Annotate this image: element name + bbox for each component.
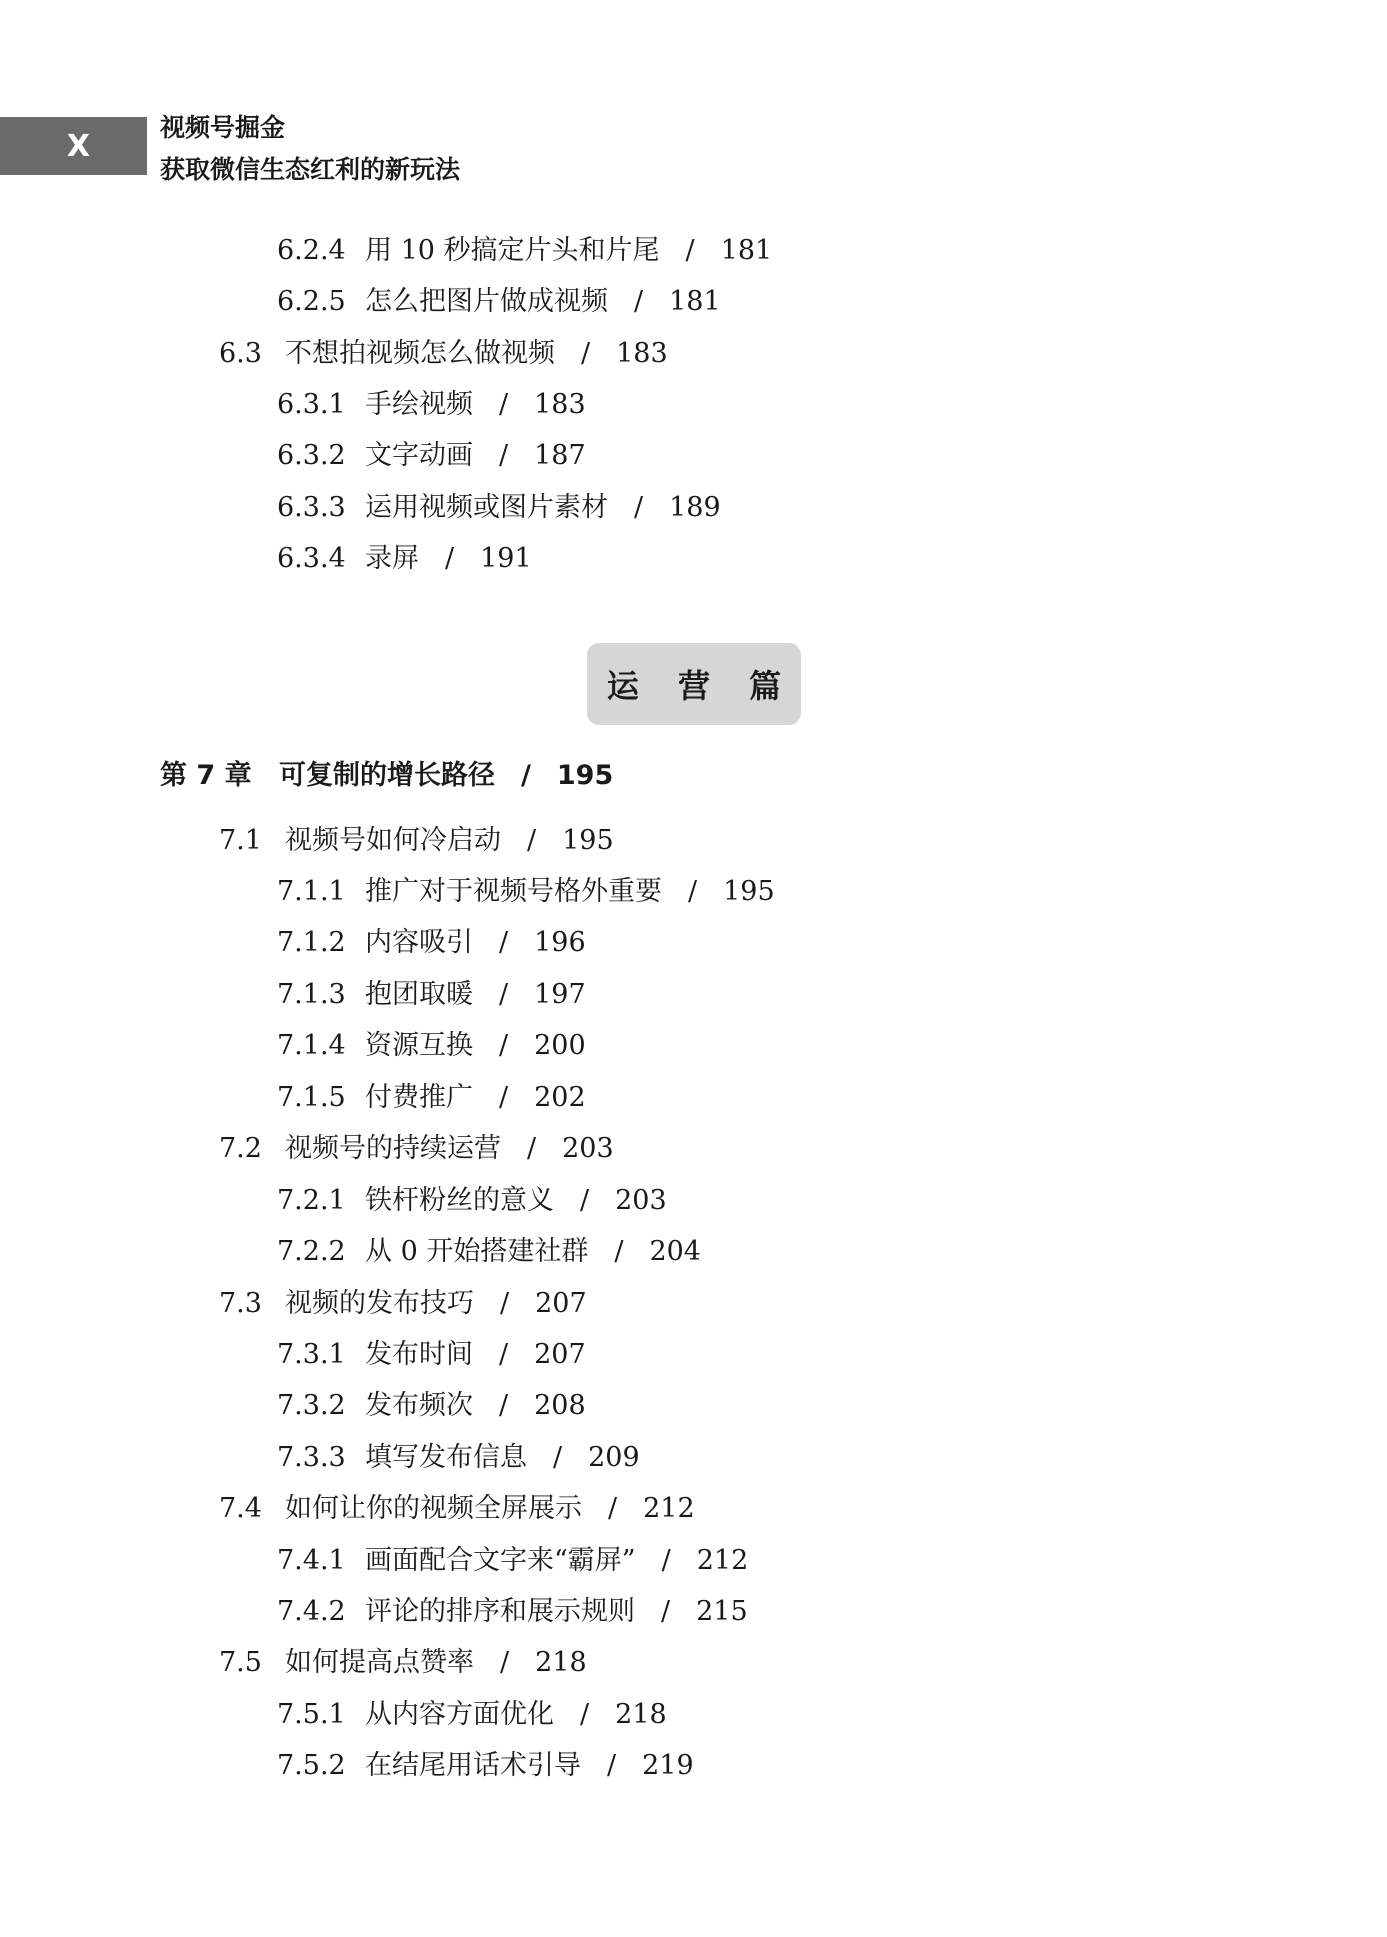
toc-entry-number: 7.5 xyxy=(219,1647,262,1678)
page-marker-label: X xyxy=(66,128,91,164)
toc-separator: / xyxy=(499,979,509,1010)
toc-chapter-page: 195 xyxy=(556,760,614,791)
toc-entry[interactable] xyxy=(219,336,668,372)
toc-entry-title: 文字动画 xyxy=(365,440,473,471)
toc-entry-title: 录屏 xyxy=(365,543,419,574)
toc-entry[interactable] xyxy=(277,1697,667,1733)
toc-entry-page: 219 xyxy=(642,1750,694,1781)
toc-entry[interactable] xyxy=(277,1080,586,1116)
toc-entry-number: 7.2 xyxy=(219,1133,262,1164)
toc-entry-page: 195 xyxy=(723,876,775,907)
toc-entry-title: 铁杆粉丝的意义 xyxy=(365,1185,554,1216)
toc-entry[interactable] xyxy=(277,438,586,474)
toc-separator: / xyxy=(580,1185,590,1216)
toc-separator: / xyxy=(521,760,531,791)
toc-separator: / xyxy=(661,1596,671,1627)
toc-entry-page: 200 xyxy=(534,1030,586,1061)
toc-separator: / xyxy=(553,1442,563,1473)
toc-entry-number: 7.2.2 xyxy=(277,1236,346,1267)
toc-entry-number: 7.1.3 xyxy=(277,979,346,1010)
toc-entry-title: 如何让你的视频全屏展示 xyxy=(285,1493,582,1524)
toc-separator: / xyxy=(499,1030,509,1061)
toc-entry-title: 如何提高点赞率 xyxy=(285,1647,474,1678)
toc-separator: / xyxy=(581,338,591,369)
toc-entry-number: 7.3 xyxy=(219,1288,262,1319)
toc-entry-title: 付费推广 xyxy=(365,1082,473,1113)
toc-separator: / xyxy=(499,927,509,958)
toc-entry-page: 187 xyxy=(534,440,586,471)
toc-entry-page: 207 xyxy=(534,1339,586,1370)
toc-entry[interactable] xyxy=(219,823,614,859)
toc-entry-title: 推广对于视频号格外重要 xyxy=(365,876,662,907)
toc-entry[interactable] xyxy=(277,1440,640,1476)
toc-separator: / xyxy=(685,235,695,266)
toc-separator: / xyxy=(607,1750,617,1781)
toc-separator: / xyxy=(500,1647,510,1678)
toc-entry-number: 6.3.3 xyxy=(277,492,346,523)
toc-entry-number: 6.3.2 xyxy=(277,440,346,471)
toc-entry-number: 6.3.1 xyxy=(277,389,346,420)
toc-separator: / xyxy=(527,825,537,856)
toc-separator: / xyxy=(500,1288,510,1319)
toc-entry-number: 7.4.2 xyxy=(277,1596,346,1627)
running-header-title: 视频号掘金 xyxy=(160,113,286,142)
toc-entry[interactable] xyxy=(219,1645,587,1681)
toc-entry-page: 189 xyxy=(669,492,721,523)
toc-separator: / xyxy=(608,1493,618,1524)
toc-entry-page: 212 xyxy=(696,1545,749,1576)
toc-entry-title: 在结尾用话术引导 xyxy=(365,1750,581,1781)
toc-entry-number: 7.1 xyxy=(219,825,262,856)
toc-entry[interactable] xyxy=(277,1388,586,1424)
toc-chapter-entry[interactable] xyxy=(160,758,613,794)
toc-entry[interactable] xyxy=(277,977,586,1013)
toc-entry-page: 195 xyxy=(562,825,614,856)
toc-separator: / xyxy=(499,389,509,420)
toc-entry-number: 7.3.1 xyxy=(277,1339,346,1370)
toc-entry-number: 7.5.2 xyxy=(277,1750,346,1781)
toc-separator: / xyxy=(499,1082,509,1113)
toc-entry-number: 7.3.3 xyxy=(277,1442,346,1473)
toc-entry-title: 视频的发布技巧 xyxy=(285,1288,474,1319)
toc-entry-number: 7.4.1 xyxy=(277,1545,346,1576)
toc-entry-page: 197 xyxy=(534,979,586,1010)
toc-entry-page: 202 xyxy=(534,1082,586,1113)
toc-entry-page: 203 xyxy=(615,1185,667,1216)
toc-entry-number: 7.1.5 xyxy=(277,1082,346,1113)
toc-entry[interactable] xyxy=(277,874,775,910)
toc-separator: / xyxy=(527,1133,537,1164)
toc-entry[interactable] xyxy=(277,490,721,526)
toc-entry-page: 215 xyxy=(696,1596,748,1627)
toc-entry-title: 抱团取暖 xyxy=(365,979,473,1010)
toc-entry-title: 怎么把图片做成视频 xyxy=(365,286,608,317)
toc-entry-page: 183 xyxy=(534,389,586,420)
toc-separator: / xyxy=(634,286,644,317)
toc-entry-title: 用 10 秒搞定片头和片尾 xyxy=(365,235,660,266)
toc-entry-page: 181 xyxy=(720,235,773,266)
toc-entry-number: 7.1.4 xyxy=(277,1030,346,1061)
toc-entry-title: 资源互换 xyxy=(365,1030,473,1061)
toc-entry-page: 209 xyxy=(588,1442,640,1473)
toc-chapter-title: 可复制的增长路径 xyxy=(279,760,495,791)
toc-entry-number: 7.5.1 xyxy=(277,1699,346,1730)
toc-entry-title: 画面配合文字来“霸屏” xyxy=(365,1545,636,1576)
toc-entry-title: 内容吸引 xyxy=(365,927,473,958)
toc-entry[interactable] xyxy=(277,1028,586,1064)
toc-entry[interactable] xyxy=(277,1234,701,1270)
toc-separator: / xyxy=(614,1236,624,1267)
toc-entry-title: 不想拍视频怎么做视频 xyxy=(285,338,555,369)
toc-entry[interactable] xyxy=(277,233,772,269)
toc-entry-page: 191 xyxy=(480,543,532,574)
toc-separator: / xyxy=(499,1339,509,1370)
toc-entry-number: 7.3.2 xyxy=(277,1390,346,1421)
toc-entry-title: 手绘视频 xyxy=(365,389,473,420)
toc-entry-title: 运用视频或图片素材 xyxy=(365,492,608,523)
toc-entry-title: 视频号的持续运营 xyxy=(285,1133,501,1164)
toc-entry[interactable] xyxy=(219,1131,614,1167)
toc-entry[interactable] xyxy=(219,1491,695,1527)
toc-entry-number: 7.4 xyxy=(219,1493,262,1524)
toc-entry-page: 204 xyxy=(649,1236,701,1267)
toc-entry-page: 218 xyxy=(535,1647,587,1678)
toc-entry-title: 从内容方面优化 xyxy=(365,1699,554,1730)
toc-entry-title: 发布时间 xyxy=(365,1339,473,1370)
toc-entry[interactable] xyxy=(277,1183,667,1219)
toc-separator: / xyxy=(661,1545,671,1576)
toc-entry-title: 视频号如何冷启动 xyxy=(285,825,501,856)
running-header-subtitle: 获取微信生态红利的新玩法 xyxy=(160,155,461,184)
toc-entry-number: 6.3 xyxy=(219,338,262,369)
toc-entry[interactable] xyxy=(277,925,586,961)
part-heading-badge: 运 营 篇 xyxy=(587,643,801,725)
toc-entry[interactable] xyxy=(277,1543,748,1579)
toc-entry[interactable] xyxy=(277,541,532,577)
toc-entry-number: 7.1.2 xyxy=(277,927,346,958)
toc-entry-title: 从 0 开始搭建社群 xyxy=(365,1236,589,1267)
toc-entry-number: 6.2.4 xyxy=(277,235,346,266)
toc-entry-number: 6.3.4 xyxy=(277,543,346,574)
toc-entry-page: 196 xyxy=(534,927,586,958)
toc-entry-page: 207 xyxy=(535,1288,587,1319)
toc-separator: / xyxy=(499,1390,509,1421)
toc-chapter-number: 第 7 章 xyxy=(160,760,252,791)
toc-entry-title: 评论的排序和展示规则 xyxy=(365,1596,635,1627)
toc-separator: / xyxy=(688,876,698,907)
toc-entry-number: 7.2.1 xyxy=(277,1185,346,1216)
toc-entry-page: 203 xyxy=(562,1133,614,1164)
toc-entry-page: 183 xyxy=(616,338,668,369)
toc-entry[interactable] xyxy=(277,1594,748,1630)
toc-separator: / xyxy=(499,440,509,471)
toc-separator: / xyxy=(580,1699,590,1730)
toc-entry[interactable] xyxy=(277,1748,694,1784)
toc-entry-title: 发布频次 xyxy=(365,1390,473,1421)
toc-entry-title: 填写发布信息 xyxy=(365,1442,527,1473)
toc-entry-number: 7.1.1 xyxy=(277,876,346,907)
toc-entry[interactable] xyxy=(277,387,586,423)
toc-entry[interactable] xyxy=(277,284,721,320)
toc-entry[interactable] xyxy=(219,1286,587,1322)
toc-entry-page: 218 xyxy=(615,1699,667,1730)
toc-entry-page: 208 xyxy=(534,1390,586,1421)
toc-separator: / xyxy=(634,492,644,523)
toc-entry-page: 212 xyxy=(643,1493,695,1524)
toc-entry-page: 181 xyxy=(669,286,721,317)
toc-entry[interactable] xyxy=(277,1337,586,1373)
toc-entry-number: 6.2.5 xyxy=(277,286,346,317)
toc-separator: / xyxy=(445,543,455,574)
